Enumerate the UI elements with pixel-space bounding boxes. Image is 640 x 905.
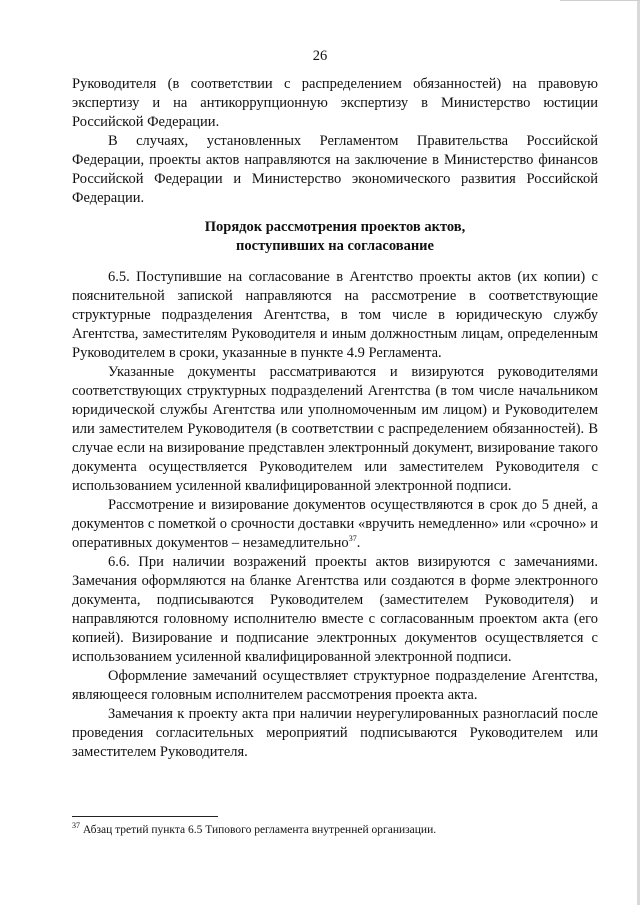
intro-section — [72, 75, 598, 208]
footnote — [72, 823, 598, 838]
section-heading-line-1: Порядок рассмотрения проектов актов, — [204, 219, 466, 235]
paragraph-disagreements: Замечания к проекту акта при наличии неурегулированных разногласий после проведения согласительных мероприятий подписываются Руководителем или заместителем Руководителя. — [72, 706, 598, 760]
paragraph-deadlines-text: Рассмотрение и визирование документов осуществляются в срок до 5 дней, а документов с пометкой о срочности доставки «вручить немедленно» или «срочно» и оперативных документов – незамедлительно — [72, 497, 598, 551]
paragraph-approval: Указанные документы рассматриваются и визируются руководителями соответствующих структурных подразделений Агентства (в том числе начальником юридической службы Агентства или уполномоченным им лицом) и Руководителем или заместителем Руководителя (в соответствии с распределением обязанностей). В случае если на визирование представлен электронный документ, визирование такого документа осуществляется Руководителем или заместителем Руководителя с использованием усиленной квалифицированной электронной подписи. — [72, 364, 598, 494]
footnote-number: 37 — [72, 821, 80, 831]
section-heading-line-2: поступивших на согласование — [236, 238, 434, 254]
intro-paragraph-2: В случаях, установленных Регламентом Правительства Российской Федерации, проекты актов направляются на заключение в Министерство финансов Российской Федерации и Министерство экономического развития Российской Федерации. — [72, 133, 598, 206]
paragraph-remarks: Оформление замечаний осуществляет структурное подразделение Агентства, являющееся головным исполнителем рассмотрения проекта акта. — [72, 668, 598, 703]
page-number: 26 — [312, 48, 328, 64]
paragraph-deadlines-end: . — [356, 535, 361, 551]
footnote-reference[interactable]: 37 — [348, 534, 357, 544]
footnote-text: Абзац третий пункта 6.5 Типового регламента внутренней организации. — [80, 824, 437, 836]
body-section — [72, 268, 598, 762]
intro-paragraph-1: Руководителя (в соответствии с распределением обязанностей) на правовую экспертизу и на антикоррупционную экспертизу в Министерство юстиции Российской Федерации. — [72, 76, 598, 130]
footnote-divider — [72, 816, 218, 817]
paragraph-6-5: 6.5. Поступившие на согласование в Агентство проекты актов (их копии) с пояснительной запиской направляются на рассмотрение в соответствующие структурные подразделения Агентства, в том числе в юридическую службу Агентства, заместителям Руководителя и иным должностным лицам, определенным Руководителем в сроки, указанные в пункте 4.9 Регламента. — [72, 269, 598, 361]
paragraph-6-6: 6.6. При наличии возражений проекты актов визируются с замечаниями. Замечания оформляются на бланке Агентства или создаются в форме электронного документа, подписываются Руководителем (заместителем Руководителя) и направляются головному исполнителю вместе с согласованным проектом акта (его копией). Визирование и подписание электронных документов осуществляется с использованием усиленной квалифицированной электронной подписи. — [72, 554, 598, 665]
scan-top-mark — [560, 0, 640, 1]
section-heading — [72, 218, 598, 256]
paragraph-deadlines — [72, 496, 598, 553]
